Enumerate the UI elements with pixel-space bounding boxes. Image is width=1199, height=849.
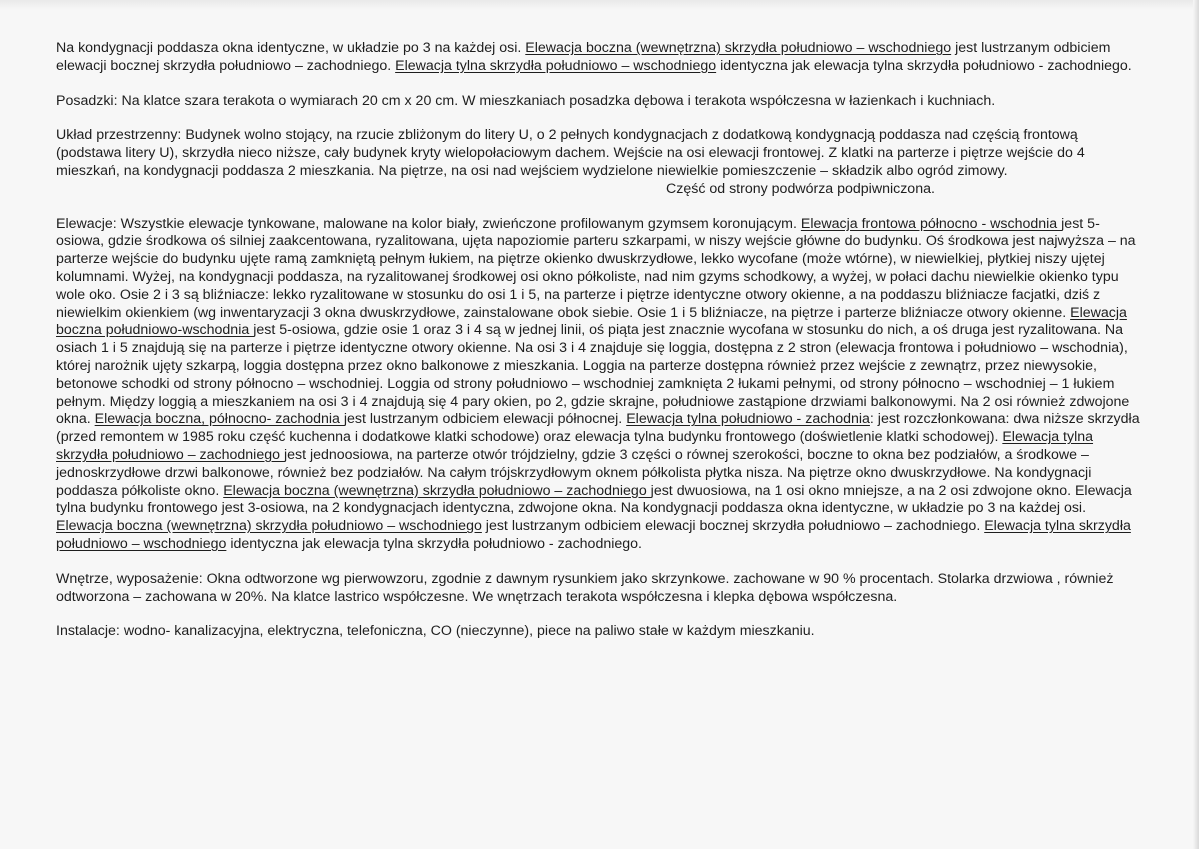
underlined-heading: Elewacja boczna południowo-wschodnia [56,304,1127,339]
text-run: jest jednoosiowa, na parterze otwór trójdzielny, gdzie 3 części o równej szerokości, boczne to okna bez podziałów, a środkowe – jednoskrzydłowe drzwi balkonowe, również bez podziałów. Na całym trójskrzydłowym oknem półkolista płytka nisza. Na piętrze okno dwuskrzydłowe. Na kondygnacji poddasza półkoliste okno. [56,446,1092,499]
text-run: Na kondygnacji poddasza okna identyczne, w układzie po 3 na każdej osi. [56,40,526,56]
underlined-heading: Elewacja tylna skrzydła południowo – zachodniego [56,429,1094,463]
underlined-heading: Elewacja tylna skrzydła południowo – wschodniego [395,57,717,74]
underlined-heading: Elewacja boczna, północno- zachodnia [94,411,344,428]
text-run: jest 5-osiowa, gdzie środkowa oś silniej zaakcentowana, ryzalitowana, ujęta napoziomie parteru szkarpami, w niszy wejście główne do budynku. Oś środkowa jest najwyższa – na parterze wejście do budynku ujęte ramą zamkniętą pełnym łukiem, na piętrze okienko dwuskrzydłowe, lekko wycofane (może wtórne), w niewielkiej, płytkiej niszy ujętej kolumnami. Wyżej, na kondygnacji poddasza, na ryzalitowanej środkowej osi okno półkoliste, nad nim gzyms schodkowy, a wyżej, w połaci dachu niewielkie okienko typu wole oko. Osie 2 i 3 są bliźniacze: lekko ryzalitowane w stosunku do osi 1 i 5, na parterze i piętrze identyczne otwory okienne, a na poddaszu bliźniacze facjatki, dziś z niewielkim okienkiem (wg inwentaryzacji 3 okna dwuskrzydłowe, zainstalowane obok siebie. Osie 1 i 5 bliźniacze, na piętrze i parterze bliźniacze otwory okienne. [56,215,1136,321]
text-run: jest 5-osiowa, gdzie osie 1 oraz 3 i 4 są w jednej linii, oś piąta jest znacznie wycofana w stosunku do nich, a oś druga jest ryzalitowana. Na osiach 1 i 5 znajdują się na parterze i piętrze identyczne otwory okienne. Na osi 3 i 4 znajduje się loggia, dostępna z 2 stron (elewacja frontowa i południowo – wschodnia), której narożnik ujęty szkarpą, loggia dostępna przez okno balkonowe z mieszkania. Loggia na parterze dostępna również przez wejście z zewnątrz, przez niewysokie, betonowe schodki od strony północno – wschodniej. Loggia od strony południowo – wschodniej zamknięta 2 łukami pełnymi, od strony północno – wschodniej – 1 łukiem pełnym. Między loggią a mieszkaniem na osi 3 i 4 znajdują się 4 pary okien, po 2, gdzie skrajne, południowe zastąpione drzwiami balkonowymi. Na 2 osi również zdwojone okna. [56,322,1130,428]
paragraph-attic-windows [56,40,1146,76]
text-run: identyczna jak elewacja tylna skrzydła południowo - zachodniego. [226,535,642,552]
text-run: jest dwuosiowa, na 1 osi okno mniejsze, a na 2 osi zdwojone okno. Elewacja tylna budynku frontowego jest 3-osiowa, na 2 kondygnacjach identyczna, zdwojone okna. Na kondygnacji poddasza okna identyczne, w układzie po 3 na każdej osi. [56,482,1132,517]
paragraph-spatial-layout [56,127,1146,198]
paragraph-floors: Posadzki: Na klatce szara terakota o wymiarach 20 cm x 20 cm. W mieszkaniach posadzka dębowa i terakota współczesna w łazienkach i kuchniach. [56,92,996,109]
underlined-heading: Elewacja frontowa północno - wschodnia [800,215,1062,232]
scan-edge-right [1193,0,1199,849]
text-run: Układ przestrzenny: Budynek wolno stojący, na rzucie zbliżonym do litery U, o 2 pełnych kondygnacjach z dodatkową kondygnacją poddasza nad częścią frontową (podstawa litery U), skrzydła nieco niższe, cały budynek kryty wielopołaciowym dachem. Wejście na osi elewacji frontowej. Z klatki na parterze i piętrze wejście do 4 mieszkań, na kondygnacji poddasza 2 mieszkania. Na piętrze, na osi nad wejściem wydzielone niewielkie pomieszczenie – składzik albo ogród zimowy. [56,127,1085,179]
text-run: identyczna jak elewacja tylna skrzydła południowo - zachodniego. [716,57,1132,74]
underlined-heading: Elewacja boczna (wewnętrzna) skrzydła południowo – wschodniego [525,40,952,56]
text-run: jest lustrzanym odbiciem elewacji bocznej skrzydła południowo – zachodniego. [56,40,1111,74]
text-run: jest lustrzanym odbiciem elewacji bocznej skrzydła południowo – zachodniego. [481,518,985,535]
text-run-indented: Część od strony podwórza podpiwniczona. [666,180,935,197]
text-run: Elewacje: Wszystkie elewacje tynkowane, malowane na kolor biały, zwieńczone profilowanym gzymsem koronującym. [56,215,801,232]
paragraph-installations: Instalacje: wodno- kanalizacyjna, elektryczna, telefoniczna, CO (nieczynne), piece na paliwo stałe w każdym mieszkaniu. [56,623,815,640]
underlined-heading: Elewacja tylna południowo - zachodnia [626,411,870,428]
underlined-heading: Elewacja boczna (wewnętrzna) skrzydła południowo – wschodniego [56,518,482,535]
scan-edge-top [0,0,1199,10]
underlined-heading: Elewacja boczna (wewnętrzna) skrzydła południowo – zachodniego [223,482,651,499]
underlined-heading: Elewacja tylna skrzydła południowo – wschodniego [56,518,1131,552]
paragraph-interior: Wnętrze, wyposażenie: Okna odtworzone wg pierwowzoru, zgodnie z dawnym rysunkiem jako skrzynkowe. zachowane w 90 % procentach. Stolarka drzwiowa , również odtworzona – zachowana w 20%. Na klatce lastrico współczesne. We wnętrzach terakota współczesna i klepka dębowa współczesna. [56,570,1114,605]
paragraph-elevations [56,216,1146,554]
document-body [56,40,1146,658]
text-run: : jest rozczłonkowana: dwa niższe skrzydła (przed remontem w 1985 roku część kuchenna i dodatkowe klatki schodowe) oraz elewacja tylna budynku frontowego (doświetlenie klatki schodowej). [56,411,1140,446]
text-run: jest lustrzanym odbiciem elewacji północnej. [343,411,627,428]
